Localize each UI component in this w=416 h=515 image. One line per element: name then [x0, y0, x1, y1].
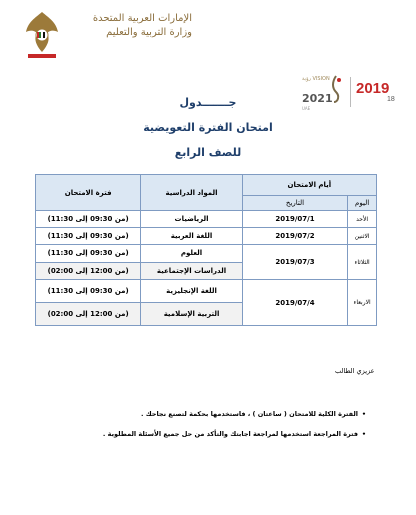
- vision-label: رؤية VISION: [302, 76, 330, 82]
- vision-tag: UAE: [302, 106, 311, 111]
- date-cell: 2019/07/2: [242, 228, 347, 245]
- subject-cell: العلوم: [141, 245, 242, 263]
- date-cell: 2019/07/1: [242, 211, 347, 228]
- day-cell: الثلاثاء: [348, 245, 377, 280]
- page-title: جـــــــدول: [179, 96, 237, 109]
- table-row: [36, 211, 377, 228]
- ministry-name: [66, 12, 192, 40]
- list-item: [60, 409, 366, 420]
- subject-cell: اللغة العربية: [141, 228, 242, 245]
- bullet-icon: •: [361, 430, 366, 438]
- time-cell: (من 12:00 إلى 02:00): [36, 262, 141, 280]
- exam-title: امتحان الفترة التعويضية: [143, 121, 273, 134]
- exam-schedule-table: [35, 174, 377, 326]
- header-period: فترة الامتحان: [36, 175, 141, 211]
- vision-year: 2021: [302, 92, 333, 105]
- subject-cell: الرياضيات: [141, 211, 242, 228]
- time-cell: (من 09:30 إلى 11:30): [36, 245, 141, 263]
- table-header-row: [36, 175, 377, 196]
- time-cell: (من 12:00 إلى 02:00): [36, 303, 141, 326]
- header-exam-days: أيام الامتحان: [242, 175, 376, 196]
- table-row: [36, 280, 377, 303]
- subject-cell: الدراسات الإجتماعية: [141, 262, 242, 280]
- time-cell: (من 09:30 إلى 11:30): [36, 211, 141, 228]
- year-badge-small: 18: [387, 96, 395, 103]
- day-cell: الاثنين: [348, 228, 377, 245]
- year-badge: 2019: [356, 80, 390, 97]
- ministry-line-ministry: وزارة التربية والتعليم: [106, 27, 192, 38]
- time-cell: (من 09:30 إلى 11:30): [36, 280, 141, 303]
- day-cell: الاربعاء: [348, 280, 377, 326]
- list-item: [60, 429, 366, 440]
- note-text: الفترة الكلية للامتحان ( ساعتان ) ، فاستخدمها بحكمة لتصنع نجاحك .: [140, 410, 358, 418]
- time-cell: (من 09:30 إلى 11:30): [36, 228, 141, 245]
- header-day: اليوم: [348, 196, 377, 211]
- bullet-icon: •: [361, 410, 366, 418]
- date-cell: 2019/07/3: [242, 245, 347, 280]
- grade-title: للصف الرابع: [174, 146, 242, 159]
- day-cell: الأحد: [348, 211, 377, 228]
- table-row: [36, 245, 377, 263]
- subject-cell: اللغة الإنجليزية: [141, 280, 242, 303]
- note-text: فترة المراجعة استخدمها لمراجعة اجابتك والتأكد من حل جميع الأسئلة المطلوبة .: [102, 430, 358, 438]
- uae-emblem-logo: [20, 8, 64, 60]
- notes-list: [60, 409, 366, 449]
- table-row: [36, 228, 377, 245]
- header-date: التاريخ: [242, 196, 347, 211]
- student-greeting: عزيزي الطالب: [335, 367, 375, 375]
- header-subjects: المواد الدراسية: [141, 175, 242, 211]
- date-cell: 2019/07/4: [242, 280, 347, 326]
- subject-cell: التربية الإسلامية: [141, 303, 242, 326]
- ministry-line-country: الإمارات العربية المتحدة: [92, 13, 192, 24]
